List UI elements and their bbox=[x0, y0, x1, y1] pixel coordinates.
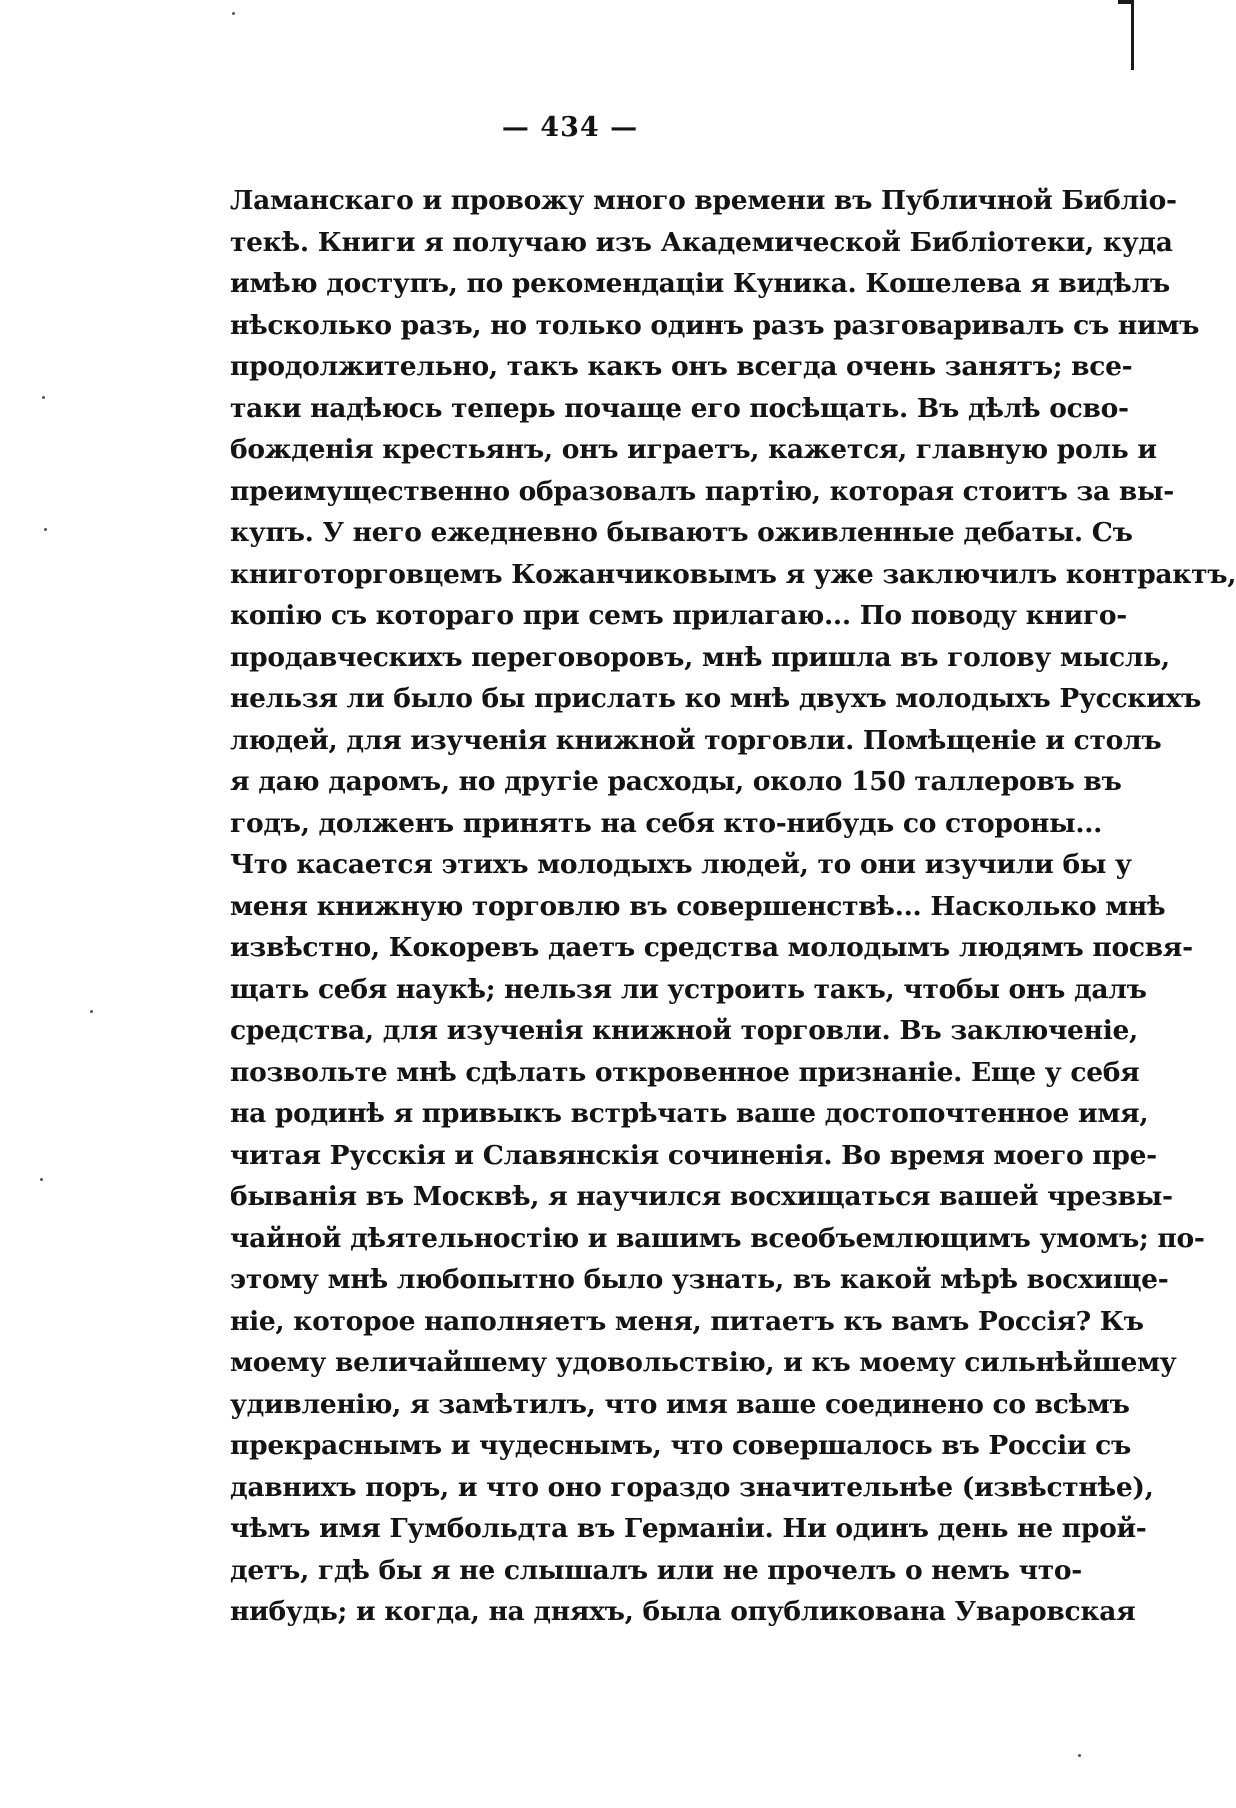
scan-speck bbox=[42, 396, 45, 399]
text-line: я даю даромъ, но другіе расходы, около 150 таллеровъ въ bbox=[230, 766, 1122, 797]
body-text bbox=[230, 180, 1236, 1633]
text-line: божденія крестьянъ, онъ играетъ, кажется, главную роль и bbox=[230, 434, 1157, 465]
text-line: щать себя наукѣ; нельзя ли устроить такъ, чтобы онъ далъ bbox=[230, 973, 1147, 1005]
text-line: людей, для изученія книжной торговли. Помѣщеніе и столъ bbox=[230, 724, 1162, 756]
text-line: продолжительно, такъ какъ онъ всегда очень занятъ; все- bbox=[230, 351, 1133, 382]
text-line: чайной дѣятельностію и вашимъ всеобъемлющимъ умомъ; по- bbox=[230, 1222, 1205, 1254]
text-line: книготорговцемъ Кожанчиковымъ я уже заключилъ контрактъ, bbox=[230, 558, 1236, 590]
text-line: извѣстно, Кокоревъ даетъ средства молодымъ людямъ посвя- bbox=[230, 932, 1193, 963]
text-line: на родинѣ я привыкъ встрѣчать ваше достопочтенное имя, bbox=[230, 1098, 1149, 1129]
text-line: моему величайшему удовольствію, и къ моему сильнѣйшему bbox=[230, 1347, 1177, 1378]
text-line: текѣ. Книги я получаю изъ Академической Библіотеки, куда bbox=[230, 226, 1173, 258]
text-line: давнихъ поръ, и что оно гораздо значительнѣе (извѣстнѣе), bbox=[230, 1471, 1154, 1503]
scan-speck bbox=[40, 1178, 43, 1181]
text-line: этому мнѣ любопытно было узнать, въ какой мѣрѣ восхище- bbox=[230, 1264, 1169, 1295]
text-line: нельзя ли было бы прислать ко мнѣ двухъ молодыхъ Русскихъ bbox=[230, 683, 1202, 714]
text-line: удивленію, я замѣтилъ, что имя ваше соединено со всѣмъ bbox=[230, 1388, 1130, 1420]
text-line: меня книжную торговлю въ совершенствѣ... Насколько мнѣ bbox=[230, 890, 1166, 922]
scan-speck bbox=[44, 528, 47, 531]
text-line: детъ, гдѣ бы я не слышалъ или не прочелъ о немъ что- bbox=[230, 1554, 1082, 1586]
text-line: купъ. У него ежедневно бываютъ оживленные дебаты. Съ bbox=[230, 517, 1133, 548]
text-line: годъ, долженъ принять на себя кто-нибудь со стороны... bbox=[230, 807, 1103, 839]
page-number: — 434 — bbox=[501, 112, 639, 143]
text-line: прекраснымъ и чудеснымъ, что совершалось въ Россіи съ bbox=[230, 1430, 1131, 1461]
text-line: имѣю доступъ, по рекомендаціи Куника. Кошелева я видѣлъ bbox=[230, 268, 1170, 299]
scan-speck bbox=[1078, 1754, 1081, 1757]
text-line: позвольте мнѣ сдѣлать откровенное признаніе. Еще у себя bbox=[230, 1056, 1140, 1088]
text-line: Что касается этихъ молодыхъ людей, то они изучили бы у bbox=[230, 849, 1132, 880]
text-line: Ламанскаго и провожу много времени въ Публичной Библіо- bbox=[230, 185, 1177, 216]
text-line: нѣсколько разъ, но только одинъ разъ разговаривалъ съ нимъ bbox=[230, 309, 1200, 341]
scan-speck bbox=[90, 1010, 93, 1013]
text-line: копію съ котораго при семъ прилагаю... По поводу книго- bbox=[230, 600, 1127, 631]
text-line: преимущественно образовалъ партію, которая стоитъ за вы- bbox=[230, 475, 1174, 507]
text-line: чѣмъ имя Гумбольдта въ Германіи. Ни одинъ день не прой- bbox=[230, 1513, 1147, 1544]
text-line: нибудь; и когда, на дняхъ, была опубликована Уваровская bbox=[230, 1596, 1136, 1627]
scan-edge-tick bbox=[1118, 0, 1134, 4]
text-line: ніе, которое наполняетъ меня, питаетъ къ вамъ Россія? Къ bbox=[230, 1305, 1144, 1337]
text-line: продавческихъ переговоровъ, мнѣ пришла въ голову мысль, bbox=[230, 641, 1170, 673]
scan-edge-mark bbox=[1131, 0, 1134, 70]
scan-speck bbox=[232, 12, 235, 15]
text-line: средства, для изученія книжной торговли. Въ заключеніе, bbox=[230, 1015, 1138, 1046]
text-line: быванія въ Москвѣ, я научился восхищаться вашей чрезвы- bbox=[230, 1181, 1173, 1212]
text-line: таки надѣюсь теперь почаще его посѣщать. Въ дѣлѣ осво- bbox=[230, 392, 1129, 424]
text-line: читая Русскія и Славянскія сочиненія. Во время моего пре- bbox=[230, 1139, 1157, 1171]
